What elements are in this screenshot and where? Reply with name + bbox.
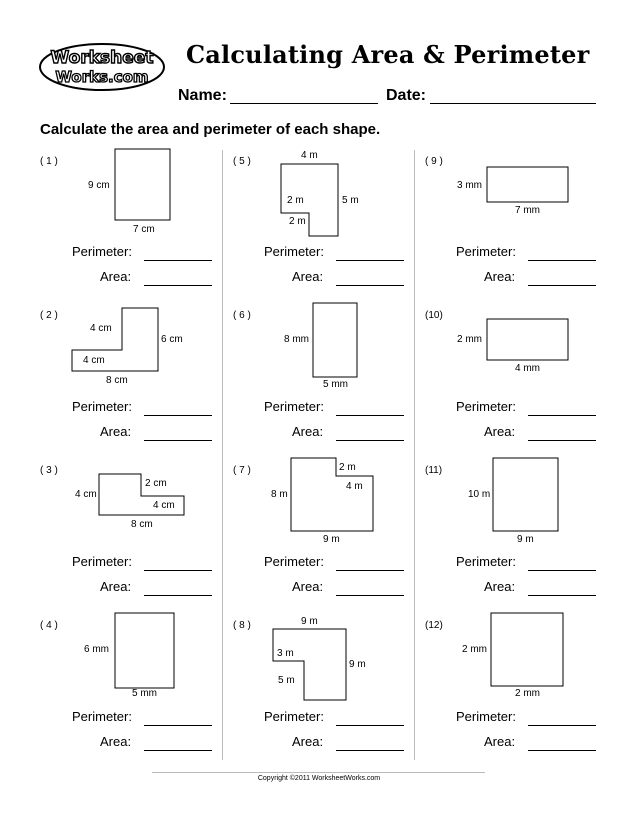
dimension-label: 4 cm — [153, 500, 175, 511]
dimension-label: 4 cm — [75, 489, 97, 500]
perimeter-answer-field[interactable] — [336, 260, 404, 261]
area-answer-field[interactable] — [144, 750, 212, 751]
perimeter-answer-field[interactable] — [336, 725, 404, 726]
area-label: Area: — [484, 269, 516, 284]
perimeter-label: Perimeter: — [456, 244, 516, 259]
problem-number: ( 2 ) — [40, 310, 58, 321]
dimension-label: 8 cm — [131, 519, 153, 530]
dimension-label: 3 m — [277, 648, 294, 659]
area-label: Area: — [484, 734, 516, 749]
dimension-label: 2 mm — [515, 688, 540, 699]
shape-6 — [313, 303, 357, 377]
dimension-label: 7 cm — [133, 224, 155, 235]
perimeter-answer-field[interactable] — [144, 415, 212, 416]
area-label: Area: — [292, 734, 324, 749]
area-answer-field[interactable] — [336, 595, 404, 596]
dimension-label: 4 cm — [90, 323, 112, 334]
dimension-label: 8 m — [271, 489, 288, 500]
dimension-label: 2 m — [289, 216, 306, 227]
area-label: Area: — [100, 269, 132, 284]
dimension-label: 6 mm — [84, 644, 109, 655]
problem-number: ( 7 ) — [233, 465, 251, 476]
perimeter-answer-field[interactable] — [528, 570, 596, 571]
perimeter-answer-field[interactable] — [144, 260, 212, 261]
perimeter-answer-field[interactable] — [528, 725, 596, 726]
area-label: Area: — [100, 579, 132, 594]
problem-number: ( 6 ) — [233, 310, 251, 321]
shape-7 — [291, 458, 373, 531]
perimeter-label: Perimeter: — [456, 709, 516, 724]
dimension-label: 9 m — [301, 616, 318, 627]
perimeter-label: Perimeter: — [72, 244, 132, 259]
problem-number: ( 9 ) — [425, 156, 443, 167]
name-label: Name: — [178, 87, 227, 104]
shape-9 — [487, 167, 568, 202]
area-label: Area: — [484, 424, 516, 439]
perimeter-label: Perimeter: — [456, 554, 516, 569]
shape-12 — [491, 613, 563, 686]
problem-number: (11) — [425, 465, 443, 476]
dimension-label: 2 m — [339, 462, 356, 473]
dimension-label: 2 mm — [462, 644, 487, 655]
perimeter-label: Perimeter: — [264, 244, 324, 259]
dimension-label: 8 cm — [106, 375, 128, 386]
perimeter-answer-field[interactable] — [336, 415, 404, 416]
shape-4 — [115, 613, 174, 688]
area-answer-field[interactable] — [144, 285, 212, 286]
problem-number: ( 3 ) — [40, 465, 58, 476]
perimeter-label: Perimeter: — [72, 399, 132, 414]
dimension-label: 5 m — [342, 195, 359, 206]
shape-1 — [115, 149, 170, 220]
dimension-label: 4 cm — [83, 355, 105, 366]
dimension-label: 5 mm — [323, 379, 348, 390]
copyright-text: Copyright ©2011 WorksheetWorks.com — [257, 775, 381, 782]
perimeter-label: Perimeter: — [264, 399, 324, 414]
problem-number: ( 4 ) — [40, 620, 58, 631]
dimension-label: 9 m — [349, 659, 366, 670]
problem-number: ( 5 ) — [233, 156, 251, 167]
dimension-label: 4 m — [346, 481, 363, 492]
svg-text:Works.com: Works.com — [55, 68, 149, 86]
shape-10 — [487, 319, 568, 360]
area-answer-field[interactable] — [336, 285, 404, 286]
dimension-label: 7 mm — [515, 205, 540, 216]
perimeter-label: Perimeter: — [72, 709, 132, 724]
area-answer-field[interactable] — [528, 750, 596, 751]
perimeter-label: Perimeter: — [264, 709, 324, 724]
area-answer-field[interactable] — [336, 440, 404, 441]
area-label: Area: — [292, 424, 324, 439]
dimension-label: 3 mm — [457, 180, 482, 191]
dimension-label: 10 m — [468, 489, 491, 500]
area-answer-field[interactable] — [144, 440, 212, 441]
dimension-label: 9 m — [517, 534, 534, 545]
dimension-label: 2 mm — [457, 334, 482, 345]
dimension-label: 4 mm — [515, 363, 540, 374]
problem-number: (10) — [425, 310, 443, 321]
area-label: Area: — [484, 579, 516, 594]
dimension-label: 8 mm — [284, 334, 309, 345]
svg-text:Worksheet: Worksheet — [50, 48, 154, 68]
perimeter-label: Perimeter: — [72, 554, 132, 569]
problem-number: ( 1 ) — [40, 156, 58, 167]
perimeter-label: Perimeter: — [456, 399, 516, 414]
problem-number: ( 8 ) — [233, 620, 251, 631]
shape-8 — [273, 629, 346, 700]
perimeter-answer-field[interactable] — [144, 570, 212, 571]
area-answer-field[interactable] — [528, 595, 596, 596]
page-title: Calculating Area & Perimeter — [186, 40, 590, 69]
dimension-label: 9 cm — [88, 180, 110, 191]
perimeter-answer-field[interactable] — [144, 725, 212, 726]
area-label: Area: — [292, 269, 324, 284]
area-answer-field[interactable] — [144, 595, 212, 596]
area-label: Area: — [292, 579, 324, 594]
perimeter-label: Perimeter: — [264, 554, 324, 569]
dimension-label: 5 m — [278, 675, 295, 686]
instructions: Calculate the area and perimeter of each shape. — [40, 121, 381, 138]
problem-number: (12) — [425, 620, 443, 631]
dimension-label: 2 m — [287, 195, 304, 206]
date-label: Date: — [386, 87, 427, 104]
perimeter-answer-field[interactable] — [528, 260, 596, 261]
area-answer-field[interactable] — [336, 750, 404, 751]
dimension-label: 2 cm — [145, 478, 167, 489]
perimeter-answer-field[interactable] — [336, 570, 404, 571]
perimeter-answer-field[interactable] — [528, 415, 596, 416]
dimension-label: 6 cm — [161, 334, 183, 345]
footer-divider — [152, 772, 485, 773]
shape-11 — [493, 458, 558, 531]
dimension-label: 9 m — [323, 534, 340, 545]
area-answer-field[interactable] — [528, 285, 596, 286]
area-answer-field[interactable] — [528, 440, 596, 441]
dimension-label: 5 mm — [132, 688, 157, 699]
area-label: Area: — [100, 424, 132, 439]
dimension-label: 4 m — [301, 150, 318, 161]
area-label: Area: — [100, 734, 132, 749]
